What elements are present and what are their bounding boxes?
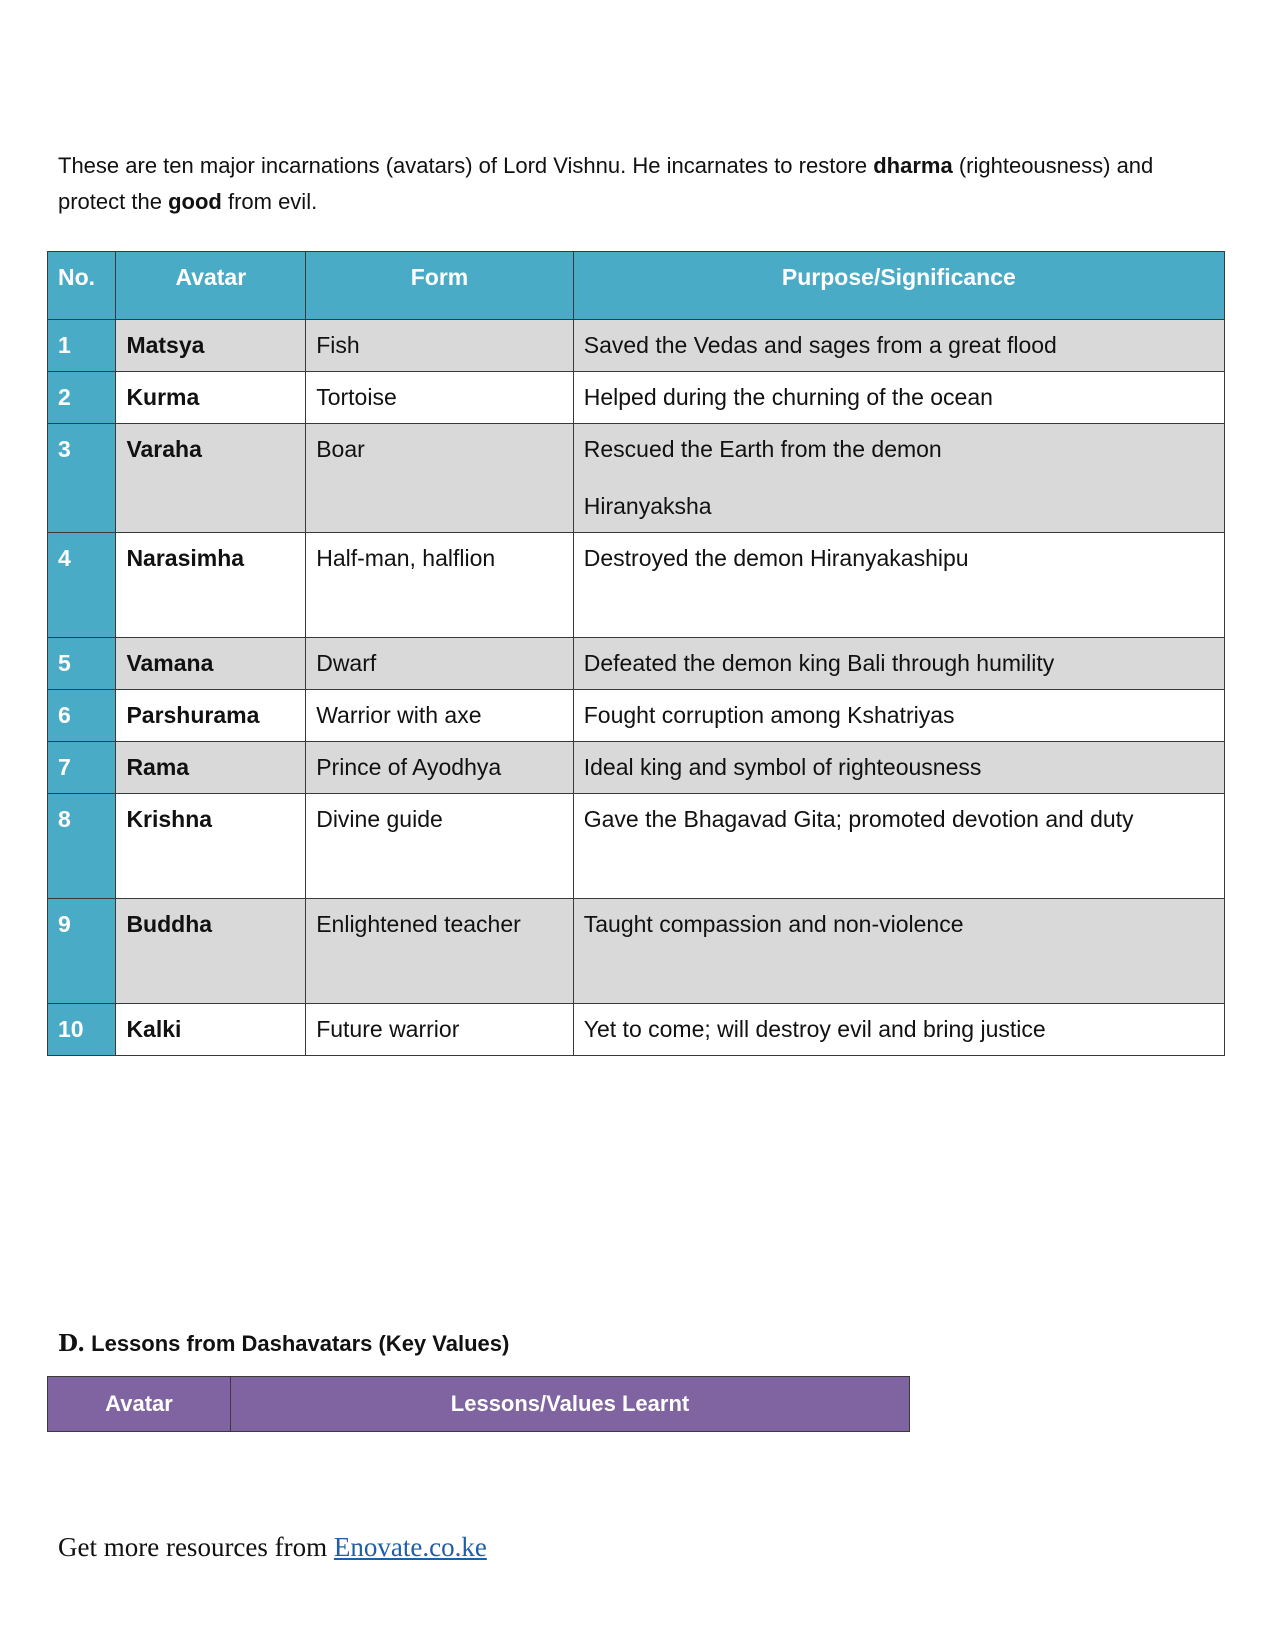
table-row — [48, 638, 1225, 690]
row-number: 5 — [48, 638, 116, 690]
intro-paragraph — [58, 148, 1168, 220]
row-number: 1 — [48, 320, 116, 372]
intro-text-2: (righteousness) and protect the — [58, 153, 1154, 214]
avatar-purpose: Fought corruption among Kshatriyas — [573, 690, 1224, 742]
row-number: 6 — [48, 690, 116, 742]
section-d-heading — [58, 1330, 509, 1357]
table-row — [48, 690, 1225, 742]
header-form: Form — [306, 252, 574, 320]
lessons-header-values: Lessons/Values Learnt — [231, 1377, 910, 1432]
table-row — [48, 794, 1225, 899]
lessons-table — [47, 1376, 910, 1432]
avatar-name: Narasimha — [116, 533, 306, 638]
avatar-name: Parshurama — [116, 690, 306, 742]
avatar-purpose — [573, 424, 1224, 533]
lessons-header-avatar: Avatar — [48, 1377, 231, 1432]
avatar-name: Rama — [116, 742, 306, 794]
enovate-link[interactable]: Enovate.co.ke — [333, 1532, 487, 1562]
avatar-name: Buddha — [116, 899, 306, 1004]
section-letter: D. — [58, 1330, 86, 1357]
table-row — [48, 372, 1225, 424]
header-avatar: Avatar — [116, 252, 306, 320]
row-number: 3 — [48, 424, 116, 533]
avatar-purpose: Yet to come; will destroy evil and bring justice — [573, 1004, 1224, 1056]
avatar-form: Enlightened teacher — [306, 899, 574, 1004]
table-header-row — [48, 252, 1225, 320]
avatar-purpose: Defeated the demon king Bali through humility — [573, 638, 1224, 690]
avatar-form: Tortoise — [306, 372, 574, 424]
header-purpose: Purpose/Significance — [573, 252, 1224, 320]
avatar-form: Divine guide — [306, 794, 574, 899]
lessons-header-row — [48, 1377, 910, 1432]
avatar-name: Matsya — [116, 320, 306, 372]
intro-bold-good: good — [168, 189, 222, 214]
intro-bold-dharma: dharma — [873, 153, 953, 178]
section-title: Lessons from Dashavatars (Key Values) — [91, 1331, 510, 1356]
avatar-form: Warrior with axe — [306, 690, 574, 742]
row-number: 7 — [48, 742, 116, 794]
avatar-purpose: Taught compassion and non-violence — [573, 899, 1224, 1004]
row-number: 2 — [48, 372, 116, 424]
row-number: 9 — [48, 899, 116, 1004]
avatar-form: Dwarf — [306, 638, 574, 690]
avatar-form: Prince of Ayodhya — [306, 742, 574, 794]
avatars-table — [47, 251, 1225, 1056]
avatar-form: Future warrior — [306, 1004, 574, 1056]
table-row — [48, 424, 1225, 533]
avatar-form: Boar — [306, 424, 574, 533]
avatar-name: Vamana — [116, 638, 306, 690]
table-row — [48, 533, 1225, 638]
avatar-purpose: Helped during the churning of the ocean — [573, 372, 1224, 424]
avatar-name: Varaha — [116, 424, 306, 533]
footer — [58, 1532, 487, 1563]
avatar-name: Kurma — [116, 372, 306, 424]
table-row — [48, 320, 1225, 372]
row-number: 10 — [48, 1004, 116, 1056]
avatar-form: Fish — [306, 320, 574, 372]
avatar-purpose: Destroyed the demon Hiranyakashipu — [573, 533, 1224, 638]
avatar-purpose: Ideal king and symbol of righteousness — [573, 742, 1224, 794]
row-number: 8 — [48, 794, 116, 899]
table-row — [48, 742, 1225, 794]
avatar-purpose: Saved the Vedas and sages from a great flood — [573, 320, 1224, 372]
avatar-name: Kalki — [116, 1004, 306, 1056]
avatar-form: Half-man, halflion — [306, 533, 574, 638]
purpose-line-2: Hiranyaksha — [583, 493, 712, 519]
row-number: 4 — [48, 533, 116, 638]
footer-text: Get more resources from — [58, 1532, 334, 1562]
avatar-purpose: Gave the Bhagavad Gita; promoted devotion and duty — [573, 794, 1224, 899]
intro-text-3: from evil. — [221, 189, 318, 214]
table-row — [48, 1004, 1225, 1056]
table-row — [48, 899, 1225, 1004]
header-no: No. — [48, 252, 116, 320]
intro-text-1: These are ten major incarnations (avatars) of Lord Vishnu. He incarnates to restore — [58, 153, 874, 178]
purpose-line-1: Rescued the Earth from the demon — [583, 436, 942, 462]
avatar-name: Krishna — [116, 794, 306, 899]
